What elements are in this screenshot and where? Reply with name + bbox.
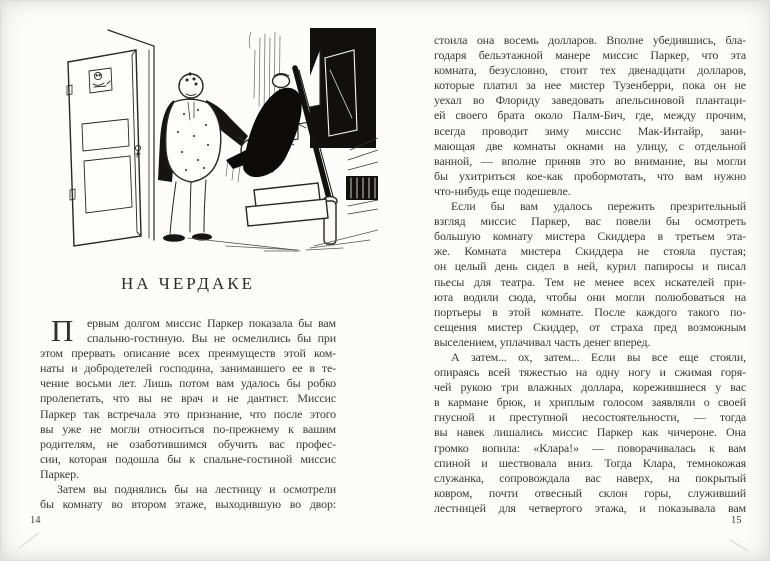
page-curl-mark	[729, 539, 748, 552]
chapter-title: НА ЧЕРДАКЕ	[120, 274, 255, 293]
text-line: этом прервать описание всех преимуществ этой ком-	[40, 346, 336, 361]
text-line: чение восьми лет. Лишь потом вам удалось бы робко	[40, 376, 336, 391]
paragraph	[434, 199, 746, 350]
climbing-figure	[226, 74, 302, 178]
text-line: спиной и шествовала вниз. Тогда Клара, темнокожая	[434, 455, 746, 470]
text-line: чей рукою три влажных доллара, корежившиеся у вас	[434, 380, 746, 395]
text-line: спальню-гостиную. Вы не осмелились бы при	[87, 331, 336, 346]
text-line: Паркер.	[40, 466, 79, 481]
right-wall	[346, 138, 378, 214]
text-line: А затем... ох, затем... Если вы все еще стояли,	[451, 349, 746, 364]
text-line: стоила она восемь долларов. Вполне убедившись, бла-	[434, 33, 746, 47]
text-line: громко вопила: «Клара!» — поворачивалась к вам	[434, 440, 746, 455]
paragraph	[434, 350, 746, 516]
text-line: что-нибудь еще подешевле.	[434, 183, 571, 198]
text-line: Паркер так встречала это признание, что после этого	[40, 406, 336, 421]
text-line: ковром, почти отвесный склон горы, служивший	[434, 485, 746, 500]
text-line: наты и добродетелей господина, занимавшего ее в те-	[40, 361, 336, 376]
page-number-right: 15	[731, 515, 742, 526]
text-line: Если бы вам удалось пережить презрительный	[451, 199, 746, 214]
text-line: которые платил за нее мистер Тузенберри, пока он не	[434, 78, 746, 93]
text-line: служанка, сопровождала вас наверх, на покрытый	[434, 470, 746, 485]
right-text-block	[434, 33, 746, 516]
text-line: годаря бельэтажной манере миссис Паркер, что эта	[434, 48, 746, 63]
text-line: лестницей для четвертого этажа, и показывала вам	[434, 500, 746, 515]
text-line: сещения мистер Скиддер, от страха пред возможным	[434, 319, 746, 334]
text-line: сии, которая подошла бы к спальне-гостиной миссис	[40, 451, 336, 466]
text-line: гнусной и преступной несостоятельности, — тогда	[434, 410, 746, 425]
left-text-block	[40, 313, 336, 512]
text-line: взгляд миссис Паркер, вас повели бы осмотреть	[434, 214, 746, 229]
open-door	[67, 50, 141, 246]
text-line: бы комнату во втором этаже, выходившую во двор:	[40, 497, 336, 512]
text-line: в кармане брюк, и хриплым голосом заявляли о своей	[434, 395, 746, 410]
paragraph	[40, 313, 336, 482]
text-line: всегда проводит зиму миссис Мак-Интайр, зани-	[434, 123, 746, 138]
paragraph	[40, 482, 336, 512]
page-curl-mark	[18, 532, 39, 549]
text-line: уехал во Флориду заведовать апельсиновой плантаци-	[434, 93, 746, 108]
text-line: комната, безусловно, стоит тех двенадцати долларов,	[434, 63, 746, 78]
page-number-left: 14	[30, 515, 41, 526]
text-line: портьеры в этой комнате. После каждого такого по-	[434, 304, 746, 319]
attic-illustration	[48, 10, 378, 252]
text-line: вы уже не могли относиться по-прежнему к вашим	[40, 421, 336, 436]
floorboards	[188, 230, 378, 251]
paragraph	[434, 33, 746, 199]
text-line: ервым долгом миссис Паркер показала бы вам	[87, 316, 336, 330]
text-line: большую комнату мистера Скиддера в третьем эта-	[434, 229, 746, 244]
text-line: выселением, уплачивал часть денег вперед.	[434, 334, 651, 349]
bottom-steps	[246, 183, 328, 226]
text-line: ванной, — вполне приняв это во внимание, вы могли	[434, 153, 746, 168]
text-line: юта водили сюда, чтобы они могли полюбоваться на	[434, 289, 746, 304]
text-line: родителям, не озаботившимся обучить вас профес-	[40, 436, 336, 451]
text-line: вы навек лишались миссис Паркер как чичероне. Она	[434, 425, 746, 440]
text-line: Затем вы поднялись бы на лестницу и осмотрели	[57, 482, 336, 497]
text-line: он целый день сидел в ней, курил папиросы и писал	[434, 259, 746, 274]
text-line: ей своего брата около Палм-Бич, где, между прочим,	[434, 108, 746, 123]
text-line: же. Комната мистера Скиддера не стояла пустая;	[434, 244, 746, 259]
text-line: бы ухитриться кое-как пробормотать, что вам нужно	[434, 168, 746, 183]
drop-cap: П	[51, 313, 74, 348]
text-line: пролепетать, что вы не врач и не дантист. Миссис	[40, 391, 336, 406]
text-line: опираясь всей тяжестью на одну ногу и сжимая горя-	[434, 365, 746, 380]
text-line: мающая две комнаты окнами на улицу, с отдельной	[434, 138, 746, 153]
text-line: пьесы для театра. Тем не менее всех искателей при-	[434, 274, 746, 289]
